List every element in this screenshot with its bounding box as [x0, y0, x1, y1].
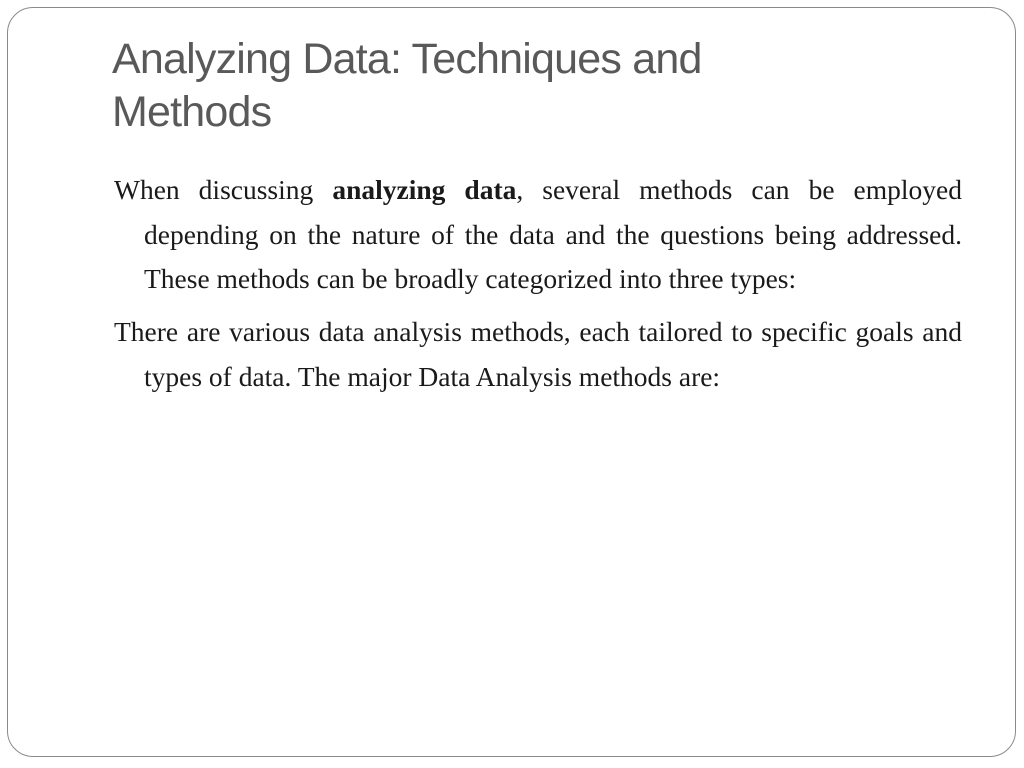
bold-term-analyzing-data: analyzing data	[332, 174, 517, 205]
paragraph-methods-overview: There are various data analysis methods, each tailored to specific goals and types of data. The major Data Analysis methods are:	[114, 316, 962, 392]
paragraph-1-intro: When discussing	[114, 174, 333, 205]
slide-title: Analyzing Data: Techniques and Methods	[112, 35, 702, 136]
slide-body	[114, 168, 962, 408]
paragraph-analyzing-data	[114, 168, 962, 302]
paragraph-1-rest: , several methods can be employed depending on the nature of the data and the questions being addressed. These methods can be broadly categorized into three types:	[144, 174, 962, 295]
